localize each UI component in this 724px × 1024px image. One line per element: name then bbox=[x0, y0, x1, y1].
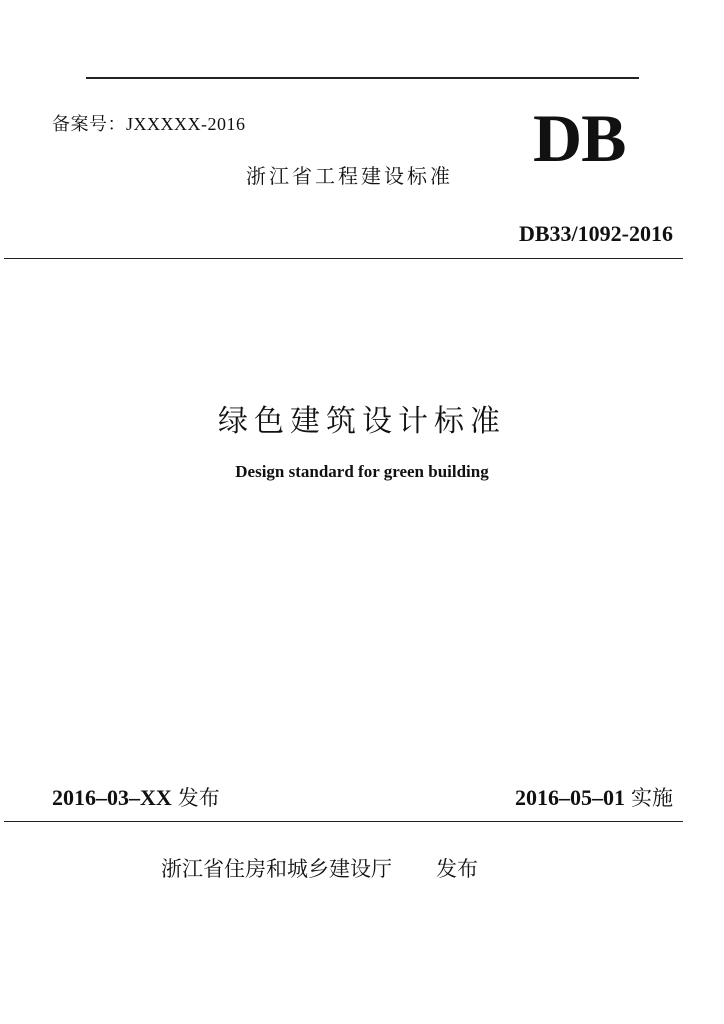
filing-number: 备案号：JXXXXX-2016 bbox=[52, 114, 246, 134]
db-logo: DB bbox=[533, 100, 626, 176]
issue-date-block bbox=[52, 782, 220, 812]
effective-date: 2016–05–01 bbox=[515, 785, 625, 810]
document-title-english: Design standard for green building bbox=[235, 462, 489, 481]
provincial-standard-label: 浙江省工程建设标准 bbox=[246, 164, 453, 188]
top-rule bbox=[86, 77, 639, 79]
footer-divider bbox=[4, 821, 683, 822]
effective-date-block bbox=[515, 782, 673, 812]
header-divider bbox=[4, 258, 683, 259]
effective-label: 实施 bbox=[631, 786, 673, 810]
issuer-block bbox=[161, 853, 478, 883]
standard-number: DB33/1092-2016 bbox=[519, 221, 673, 246]
document-title-chinese: 绿色建筑设计标准 bbox=[218, 404, 506, 439]
issue-date: 2016–03–XX bbox=[52, 785, 172, 810]
issue-label: 发布 bbox=[177, 786, 220, 810]
issuing-authority: 浙江省住房和城乡建设厅 bbox=[161, 857, 392, 881]
issuer-publish-label: 发布 bbox=[436, 857, 478, 881]
